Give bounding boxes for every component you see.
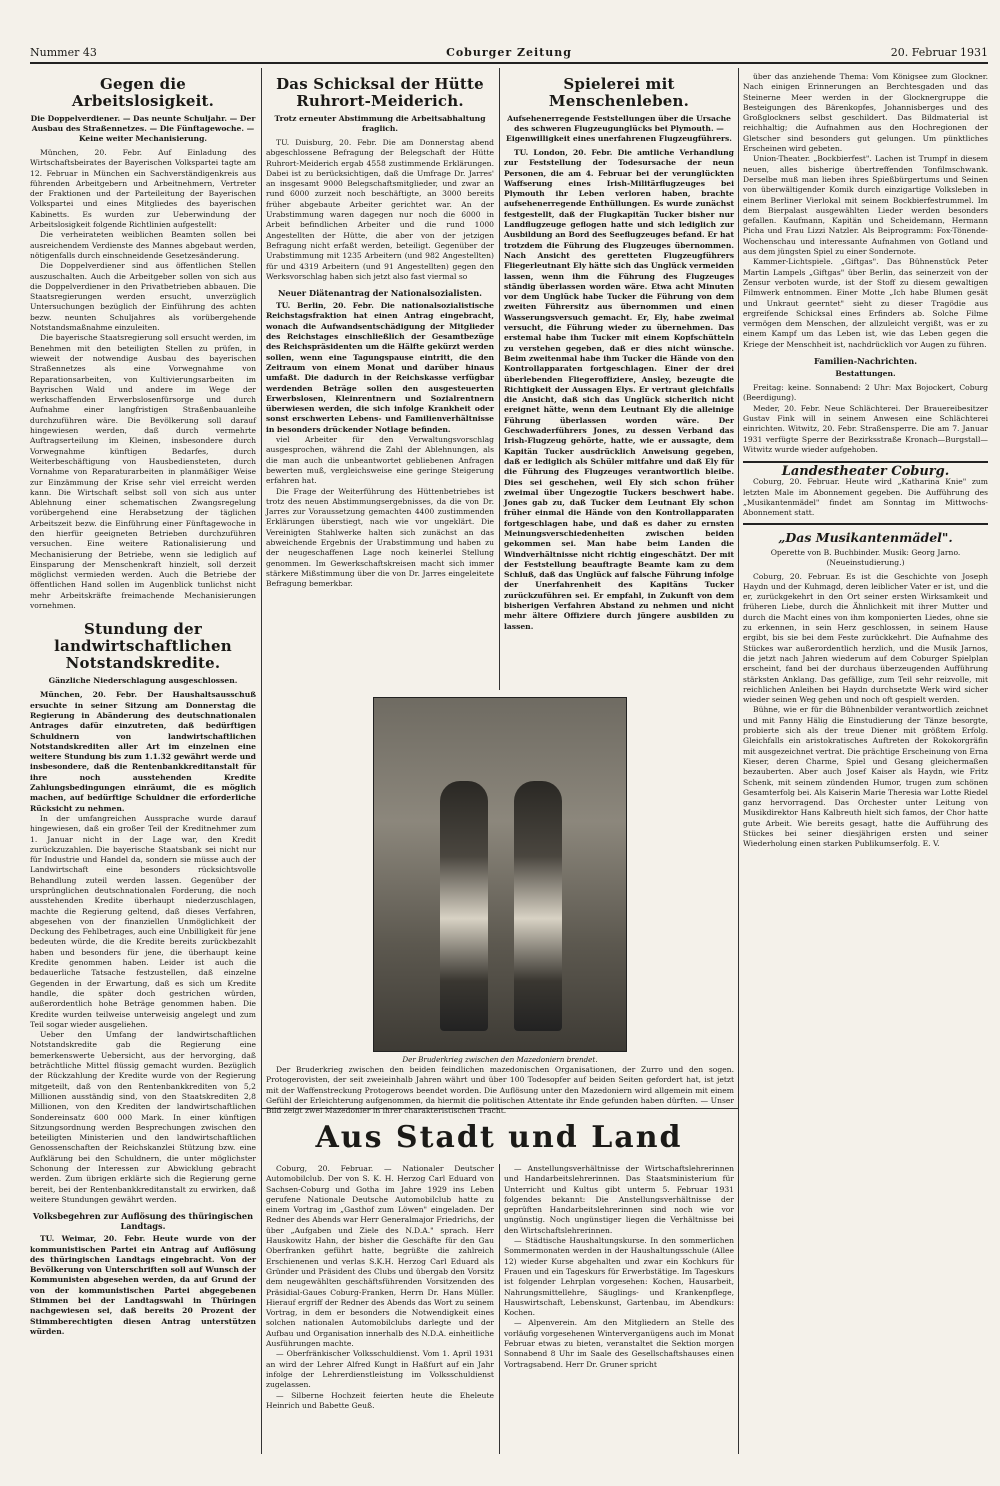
article-paragraph: Coburg, 20. Februar. Heute wird „Katharina Knie" zum letzten Male im Abonnement gegeben. Die Aufführung des „Musikantenmädel" findet am Sonntag im Mittwochs-Abonnement statt. (743, 477, 988, 518)
subheadline: Operette von B. Buchbinder. Musik: Georg Jarno. (Neueinstudierung.) (770, 547, 961, 567)
local-column-2 (504, 1164, 734, 1454)
column-rule (499, 68, 500, 690)
article-paragraph: Coburg, 20. Februar. — Nationaler Deutscher Automobilclub. Der von S. K. H. Herzog Carl Eduard von Sachsen-Coburg und Gotha im Jahre 1929 ins Leben gerufene Nationale Deutsche Automobilclub hatte zu einem Vortrag im „Gasthof zum Löwen" eingeladen. Der Redner des Abends war Herr Generalmajor Friedrichs, der über „Aufgaben und Ziele des N.D.A." sprach. Herr Hauskowitz Hahn, der bisher die Geschäfte für den Gau Oberfranken geführt hatte, begrüßte die zahlreich Erschienenen und verlas S.K.H. Herzog Carl Eduard als Gründer und Präsident des Clubs und übergab den Vorsitz dem neugewählten geschäftsführenden Vorsitzenden des Präsidial-Gaues Coburg-Franken, Herrn Dr. Hans Müller. Hierauf ergriff der Redner des Abends das Wort zu seinem Vortrag, in dem er besonders die Notwendigkeit eines solchen nationalen Automobilclubs darlegte und der Aufbau und Organisation innerhalb des N.D.A. einheitliche Ausführungen machte. (266, 1164, 494, 1349)
headline-arbeitslosigkeit: Gegen die Arbeitslosigkeit. (71, 75, 215, 110)
theater-box (743, 461, 988, 524)
article-paragraph: Die Doppelverdiener sind aus öffentlichen Stellen auszuschalten. Auch die Arbeitgeber sollen von sich aus die Doppelverdiener in den Privatbetrieben abbauen. Die Staatsregierungen werden ersucht, unverzüglich Untersuchungen bezüglich der Einführung des achten bezw. neunten Schuljahres als vorübergehende Notstandsmaßnahme einzuleiten. (30, 261, 256, 333)
figure-man-right (514, 781, 562, 1031)
photo-caption: Der Bruderkrieg zwischen den Mazedoniern brendet. (402, 1055, 598, 1064)
page-header (30, 44, 988, 64)
column-2 (266, 72, 494, 688)
headline-notstandskredite: Stundung der landwirtschaftlichen Notstandskredite. (54, 620, 232, 673)
article-paragraph: TU. London, 20. Febr. Die amtliche Verhandlung zur Feststellung der Todesursache der neun Personen, die am 4. Februar bei der verunglückten Waffserung eines Irish-Militärflugzeuges bei Plymouth ihr Leben verloren haben, brachte aufsehenerregende Enthüllungen. Es wurde zunächst festgestellt, daß der Flugkapitän Tucker bisher nur Landflugzeuge geflogen hatte und sich lediglich zur Ausbildung an Bord des Seeflugzeuges befand. Er hat trotzdem die Führung des Flugzeuges übernommen. Nach Ansicht des geretteten Flugzeugführers Fliegerleutnant Ely hätte sich das Unglück vermeiden lassen, wenn ihm die Führung des Flugzeuges ständig überlassen worden wäre. Etwa acht Minuten vor dem Unglück habe Tucker die Führung von dem zweiten Führersitz aus übernommen und einen Wasserungsversuch gemacht. Er, Ely, habe zweimal versucht, die Führung wieder zu übernehmen. Das erstemal habe ihm Tucker mit einem Kopfschütteln zu verstehen gegeben, daß er dies nicht wünsche. Beim zweitenmal habe ihm Tucker die Hände von den Kontrollapparaten fortgeschlagen. Einer der drei überlebenden Fliegeroffiziere, Ansley, bezeugte die Richtigkeit der Aussagen Elys. Er vertraut gleichfalls die Ansicht, daß sich das Unglück sicherlich nicht ereignet hätte, wenn dem Leutnant Ely die alleinige Führung überlassen worden wäre. Der Geschwaderführers Jones, zu dessen Verband das Irish-Flugzeug gehörte, hatte, wie er aussagte, dem Kapitän Tucker ausdrücklich Anweisung gegeben, daß er lediglich als Schüler mitfahre und daß Ely für die Führung des Flugzeuges verantwortlich bleibe. Dies sei geschehen, weil Ely sich schon früher zweimal über Ungezogtie Tuckers beschwert habe. Jones gab zu, daß Tucker dem Leutnant Ely schon früher einmal die Hände von den Kontrollapparaten fortgeschlagen habe, und daß es daher zu ernsten Meinungsverschiedenheiten zwischen beiden gekommen sei. Man habe beim Landen die Windverhältnisse nicht richtig eingeschätzt. Der mit der Feststellung beauftragte Beamte kam zu dem Schluß, daß das Unglück auf falsche Führung infolge der Unerfahrenheit des Kapitäns Tucker zurückzuführen sei. Er empfahl, in Zukunft von dem bisherigen Verfahren Abstand zu nehmen und nicht mehr ältere Offiziere durch jüngere ausbilden zu lassen. (504, 148, 734, 631)
article-paragraph: TU. Berlin, 20. Febr. Die nationalsozialistische Reichstagsfraktion hat einen Antrag eingebracht, wonach die Aufwandsentschädigung der Mitglieder des Reichstages einschließlich der Gesamtbezüge des Reichspräsidenten um die Hälfte gekürzt werden sollen, wenn eine Tagungspause eintritt, die den Zeitraum von einem Monat und darüber hinaus umfaßt. Die dadurch in der Reichskasse verfügbar werdenden Beträge sollen den ausgesteuerten Erwerbslosen, Kleinrentnern und Sozialrentnern überwiesen werden, die sich infolge Krankheit oder sonst erschwerten Lebens- und Familienverhältnisse in besonders drückender Notlage befinden. (266, 301, 494, 434)
article-paragraph: — Oberfränkischer Volksschuldienst. Vom 1. April 1931 an wird der Lehrer Alfred Kungt in Haßfurt auf ein Jahr infolge der Lehrerdienstleistung im Volksschuldienst zugelassen. (266, 1349, 494, 1390)
article-paragraph: Meder, 20. Febr. Neue Schlächterei. Der Brauereibesitzer Gustav Fink will in seinem Anwesen eine Schlächterei einrichten. Witwitz, 20. Febr. Straßensperre. Die am 7. Januar 1931 verfügte Sperre der Bezirksstraße Kronach—Burgstall—Witwitz wurde wieder aufgehoben. (743, 403, 988, 454)
article-paragraph: — Silberne Hochzeit feierten heute die Eheleute Heinrich und Babette Geuß. (266, 1390, 494, 1410)
article-paragraph: TU. Weimar, 20. Febr. Heute wurde von der kommunistischen Partei ein Antrag auf Auflösung des thüringischen Landtags eingebracht. Von der Bevölkerung von Unterschriften soll auf Wunsch der Kommunisten abgesehen werden, da auf Grund der von der kommunistischen Partei abgegebenen Stimmen bei der Landtagswahl in Thüringen nachgewiesen sei, daß bereits 20 Prozent der Stimmberechtigten diesen Antrag unterstützen würden. (30, 1234, 256, 1336)
article-paragraph: — Alpenverein. Am den Mitgliedern an Stelle des vorläufig vorgesehenen Winterverganügens auch im Monat Februar etwas zu bieten, veranstaltet die Sektion morgen Sonnabend 8 Uhr im Saale des Gesellschaftshauses einen Vortragsabend. Herr Dr. Gruner spricht (504, 1318, 734, 1369)
article-paragraph: München, 20. Febr. Auf Einladung des Wirtschaftsbeirates der Bayerischen Volkspartei tagte am 12. Februar in München ein Sachverständigenkreis aus führenden Arbeitgebern und Arbeitnehmern, Vertreter der Fraktionen und der Parteileitung der Bayerischen Volkspartei und eines Mitgliedes des bayerischen Kabinetts. Es wurden zur Ueberwindung der Arbeitslosigkeit folgende Richtlinien aufgestellt: (30, 148, 256, 230)
issue-date: 20. Februar 1931 (890, 46, 988, 59)
article-paragraph: Bühne, wie er für die Bühnenbilder verantwortlich zeichnet und mit Fanny Hälig die Einstudierung der Tänze besorgte, probierte sich als der treue Diener mit größtem Erfolg. Gleichfalls ein aristokratisches Auftreten der Rokokorgräfin mit ausgezeichnet vertrat. Die prächtige Erscheinung von Erna Kieser, deren Charme, Spiel und Gesang gleichermaßen bezauberten. Aber auch Josef Kaiser als Haydn, wie Fritz Schenk, mit seinem zündenden Humor, trugen zum schönen Gesamterfolg bei. Als Kaiserin Marie Theresia war Lotte Riedel ganz hervorragend. Das Orchester unter Leitung von Musikdirektor Hans Kalbreuth hielt sich famos, der Chor hatte gute Arbeit. Wie bereits gesagt, hatte die Aufführung des Stückes bei seiner diesjährigen ersten und seiner Wiederholung einen starken Publikumserfolg. E. V. (743, 705, 988, 849)
subheadline: Aufsehenerregende Feststellungen über die Ursache des schweren Flugzeugunglücks bei Plymouth. — Eigenwilligkeit eines unerfahrenen Flugzeugführers. (506, 114, 732, 143)
subheadline: Die Doppelverdiener. — Das neunte Schuljahr. — Der Ausbau des Straßennetzes. — Die Fünftagewoche. — Keine weiter Mechanisierung. (30, 114, 256, 143)
headline-spielerei: Spielerei mit Menschenleben. (548, 75, 690, 110)
column-rule (738, 68, 739, 1454)
column-rule (261, 68, 262, 1454)
headline-familien: Familien-Nachrichten. (813, 356, 918, 367)
subheadline: Bestattungen. (835, 369, 896, 379)
article-paragraph: Coburg, 20. Februar. Es ist die Geschichte von Joseph Haydn und der Kuhmagd, deren leiblicher Vater er ist, und die er, zurückgekehrt in den Ort seiner ersten Wirksamkeit und früheren Liebe, durch die Ähnlichkeit mit ihrer Mutter und durch die Macht eines von ihm komponierten Liedes, ohne sie zu erkennen, in sein Herz geschlossen, in seinem Hause ergibt, bis sie bei dem Feste zurückkehrt. Die Aufnahme des Stückes war außerordentlich herzlich, und die Musik Jarnos, die jetzt nach Jahren wiederum auf dem Coburger Spielplan erscheint, fand bei der durchaus überzeugenden Aufführung stärksten Anklang. Das gefällige, zum Teil sehr reizvolle, mit reichlichen Anleihen bei Haydn durchsetzte Werk wird sicher wieder seinen Weg gehen und noch oft gespielt werden. (743, 571, 988, 705)
figure-man-left (440, 781, 488, 1031)
photo-macedonians (373, 697, 627, 1052)
article-paragraph: Die bayerische Staatsregierung soll ersucht werden, im Benehmen mit den beteiligten Stellen zu prüfen, in wieweit der notwendige Ausbau des bayerischen Straßennetzes als eine Vorwegnahme von Reparationsarbeiten, von Kultivierungsarbeiten im Bayrischen Wald und andere im Wege der werkschaffenden Erwerbslosenfürsorge und durch Aufnahme einer langfristigen Straßenbauanleihe durchzuführen wäre. Die Bevölkerung soll darauf hingewiesen werden, daß durch vermehrte Auftragserteilung im Kleinen, insbesondere durch Vorwegnahme künftigen Bedarfes, durch Weiterbeschäftigung von Hausbediensteten, durch Vornahme von Reparaturarbeiten in planmäßiger Weise zur Einzämmung der Krise sehr viel erreicht werden kann. Die Wirtschaft selbst soll von sich aus unter Ablehnung einer schematischen Zwangsregelung vorübergehend eine Herabsetzung der täglichen Arbeitszeit bezw. die Einführung einer Fünftagewoche in den hierfür geeigneten Betrieben durchzuführen versuchen. Eine weitere Rationalisierung und Mechanisierung der Betriebe, wenn sie lediglich auf Einsparung der Menschenkraft hinzielt, soll derzeit möglichst vermieden werden. Auch die Betriebe der öffentlichen Hand sollen im Augenblick tunlichst nicht mehr Arbeitskräfte freimachende Mechanisierungen vornehmen. (30, 333, 256, 611)
newspaper-title: Coburger Zeitung (446, 46, 572, 59)
headline-musikantenmaedel: „Das Musikantenmädel". (778, 529, 953, 545)
column-3 (504, 72, 734, 688)
headline-diaetenantrag: Neuer Diätenantrag der Nationalsozialisten. (277, 288, 483, 299)
column-4 (743, 72, 988, 1452)
local-column-1 (266, 1164, 494, 1454)
section-banner: Aus Stadt und Land (315, 1120, 683, 1155)
subheadline: Gänzliche Niederschlagung ausgeschlossen. (48, 676, 238, 686)
column-rule (499, 1164, 500, 1454)
article-paragraph: Die Frage der Weiterführung des Hüttenbetriebes ist trotz des neuen Abstimmungsergebnisses, da die von Dr. Jarres zur Voraussetzung gemachten 4400 zustimmenden Erklärungen überstiegt, nach wie vor ungeklärt. Die Vereinigten Stahlwerke halten sich zunächst an das abweichende Ergebnis der Urabstimmung und haben zu der neugeschaffenen Lage noch keinerlei Stellung genommen. Im Gewerkschaftskreisen macht sich immer stärkere Mißstimmung über die von Dr. Jarres eingeleitete Befragung bemerkbar. (266, 486, 494, 589)
headline-huette: Das Schicksal der Hütte Ruhrort-Meiderich. (276, 75, 484, 110)
article-paragraph: — Städtische Haushaltungskurse. In den sommerlichen Sommermonaten werden in der Haushaltungsschule (Allee 12) wieder Kurse abgehalten und zwar ein Kochkurs für Frauen und ein Tageskurs für Erwerbstätige. Im Tageskurs ist folgender Lehrplan vorgesehen: Kochen, Hausarbeit, Nahrungsmittellehre, Säuglings- und Krankenpflege, Hauswirtschaft, Lebenskunst, Gartenbau, im Abendkurs: Kochen. (504, 1236, 734, 1318)
article-paragraph: Die verheirateten weiblichen Beamten sollen bei ausreichendem Verdienste des Mannes abgebaut werden, nötigenfalls durch einschneidende Gesetzesänderung. (30, 230, 256, 260)
article-paragraph: Ueber den Umfang der landwirtschaftlichen Notstandskredite gab die Regierung eine bemerkenswerte Uebersicht, aus der hervorging, daß beträchtliche Mittel flüssig gemacht wurden. Bezüglich der Rückzahlung der Kredite wurde von der Regierung mitgeteilt, daß von den Rentenbankkrediten von 5,2 Millionen ausständig sind, von den Staatskrediten 2,8 Millionen, von den Krediten der landwirtschaftlichen Sondereinsatz 600 000 Mark. In einer künftigen Sitzungsordnung werden Besprechungen zwischen den beteiligten Ministerien und den landwirtschaftlichen Genossenschaften der Reichskanzlei Stützung bzw. eine Aufklärung bei den Schuldnern, die unter möglichster Schonung der Interessen zur Abwicklung gebracht werden. Zum übrigen erklärte sich die Regierung gerne bereit, bei der Rentenbankkreditanstalt zu erwirken, daß weitere Stundungen gewährt werden. (30, 1030, 256, 1204)
headline-volksbegehren: Volksbegehren zur Auflösung des thüringischen Landtags. (32, 1211, 254, 1232)
article-paragraph: Kammer-Lichtspiele. „Giftgas". Das Bühnenstück Peter Martin Lampels „Giftgas" über Berlin, das seinerzeit von der Zensur verboten wurde, ist der Stoff zu diesem gewaltigen Filmwerk entnommen. Einer Motte „Ich habe Blumen gesät und Unkraut geerntet" sieht zu dieser Tragödie aus ergreifende Schicksal eines Erfinders ab. Solche Filme vermögen dem Menschen, der allzuleicht vergißt, was er zu einem Kampf um das Leben ist, wie das Leben gegen die Kriege der Menschheit ist, nachdrücklich vor Augen zu führen. (743, 257, 988, 349)
article-paragraph: In der umfangreichen Aussprache wurde darauf hingewiesen, daß ein großer Teil der Kreditnehmer zum 1. Januar nicht in der Lage war, den Kredit zurückzuzahlen. Die bayerische Staatsbank sei nicht nur für Industrie und Handel da, sondern sie müsse auch der Landwirtschaft eine besonders rücksichtsvolle Behandlung zuteil werden lassen. Gegenüber der ursprünglichen deutschnationalen Forderung, die noch ausstehenden Kredite überhaupt niederzuschlagen, machte die Regierung geltend, daß dieses Verfahren, abgesehen von der finanziellen Unmöglichkeit der Deckung des Fehlbetrages, auch eine Unbilligkeit für jene bedeuten würde, die die Kredite bereits zurückbezahlt haben und besonders für jene, die überhaupt keine Kredite genommen haben. Leider ist auch die bedauerliche Tatsache festzustellen, daß einzelne Gegenden in der Erwartung, daß es sich um Kredite handle, die später doch gestrichen würden, außerordentlich hohe Beträge genommen haben. Die Kredite wurden teilweise unterweisig angelegt und zum Teil sogar wieder ausgeliehen. (30, 813, 256, 1029)
article-paragraph: Der Bruderkrieg zwischen den beiden feindlichen mazedonischen Organisationen, der Zurro und den sogen. Protogerovisten, der seit zweieinhalb Jahren währt und über 100 Todesopfer auf beiden Seiten gefordert hat, ist jetzt mit der Waffenstreckung Protogerows beendet worden. Die Auflösung unter den Mazedoniern wird allgemein mit einem Gefühl der Erleichterung aufgenommen, da hiermit die politischen Attentate ihr Ende gefunden haben dürften. — Unser Bild zeigt zwei Mazedonier in ihrer charakteristischen Tracht. (266, 1065, 734, 1116)
article-paragraph: Union-Theater. „Bockbierfest". Lachen ist Trumpf in diesem neuen, alles bisherige übertreffenden Tonfilmschwank. Derselbe muß man lieben ihres Spießbürgertums und Seinen von überwältigender Komik durch einzigartige Volksleben in einem Berliner Vierlokal mit seinem Bockbierfestrummel. Im dem Bierpalast ausgewählten Lieder werden besonders gefallen. Kaufmann, Kapitän und Scheidemann, Hermann Picha und Frau Lizzi Natzler. Als Beiprogramm: Fox-Tönende-Wochenschau und interessante Aufnahmen von Gotland und aus dem jüngsten Spiel zu einer Sondernote. (743, 154, 988, 257)
article-paragraph: über das anziehende Thema: Vom Königsee zum Glockner. Nach einigen Erinnerungen an Berchtesgaden und das Steinerne Meer werden in der Glocknergruppe die Besteigungen des Bärenkopfes, Johannisberges und des Großglockners selbst geschildert. Das Bildmaterial ist reichhaltig; die Aufnahmen aus den Hochregionen der Gletscher sind besonders gut gelungen. Um pünktliches Erscheinen wird gebeten. (743, 72, 988, 154)
article-paragraph: TU. Duisburg, 20. Febr. Die am Donnerstag abend abgeschlossene Befragung der Belegschaft der Hütte Ruhrort-Meiderich ergab 4558 zustimmende Erklärungen. Dabei ist zu berücksichtigen, daß die Umfrage Dr. Jarres' an insgesamt 9000 Belegschaftsmitglieder, und zwar an rund 6000 zurzeit noch beschäftigte, an 3000 bereits früher abgebaute Arbeiter gerichtet war. An der Urabstimmung waren dagegen nur noch die 6000 in Arbeit befindlichen Arbeiter und die rund 1000 Angestellten der Hütte, die aber von der jetzigen Befragung nicht erfaßt werden, beteiligt. Gegenüber der Urabstimmung mit 1235 Arbeitern (und 982 Angestellten) für und 4319 Arbeitern (und 91 Angestellten) gegen den Werksvorschlag haben sich jetzt also fast viermal so (266, 138, 494, 281)
article-paragraph: München, 20. Febr. Der Haushaltsausschuß ersuchte in seiner Sitzung am Donnerstag die Regierung in Abänderung des deutschnationalen Antrages dafür einzutreten, daß bedürftigen Schuldnern von landwirtschaftlichen Notstandskrediten aller Art im einzelnen eine weitere Stundung bis zum 1.1.32 gewährt werde und insbesondere, daß die Rentenbankkreditanstalt für ihre noch ausstehenden Kredite Zahlungsbedingungen einräumt, die es möglich machen, auf bedürftige Schuldner die erforderliche Rücksicht zu nehmen. (30, 690, 256, 813)
article-paragraph: viel Arbeiter für den Verwaltungsvorschlag ausgesprochen, während die Zahl der Ablehnungen, als die man auch die unbeantwortet gebliebenen Anfragen bewerten muß, vergleichsweise eine geringe Steigerung erfahren hat. (266, 435, 494, 486)
article-paragraph: — Anstellungsverhältnisse der Wirtschaftslehrerinnen und Handarbeitslehrerinnen. Das Staatsministerium für Unterricht und Kultus gibt unterm 5. Februar 1931 folgendes bekannt: Die Anstellungsverhältnisse der geprüften Handarbeitslehrerinnen sind noch wie vor ungünstig. Noch ungünstiger liegen die Verhältnisse bei den Wirtschaftslehrerinnen. (504, 1164, 734, 1235)
subheadline: Trotz erneuter Abstimmung die Arbeitsabhaltung fraglich. (274, 114, 486, 133)
article-paragraph: Freitag: keine. Sonnabend: 2 Uhr: Max Bojockert, Coburg (Beerdigung). (743, 383, 988, 403)
headline-landestheater: Landestheater Coburg. (781, 464, 950, 480)
column-1 (30, 72, 256, 1452)
photo-article (266, 1065, 734, 1116)
issue-number: Nummer 43 (30, 46, 97, 59)
